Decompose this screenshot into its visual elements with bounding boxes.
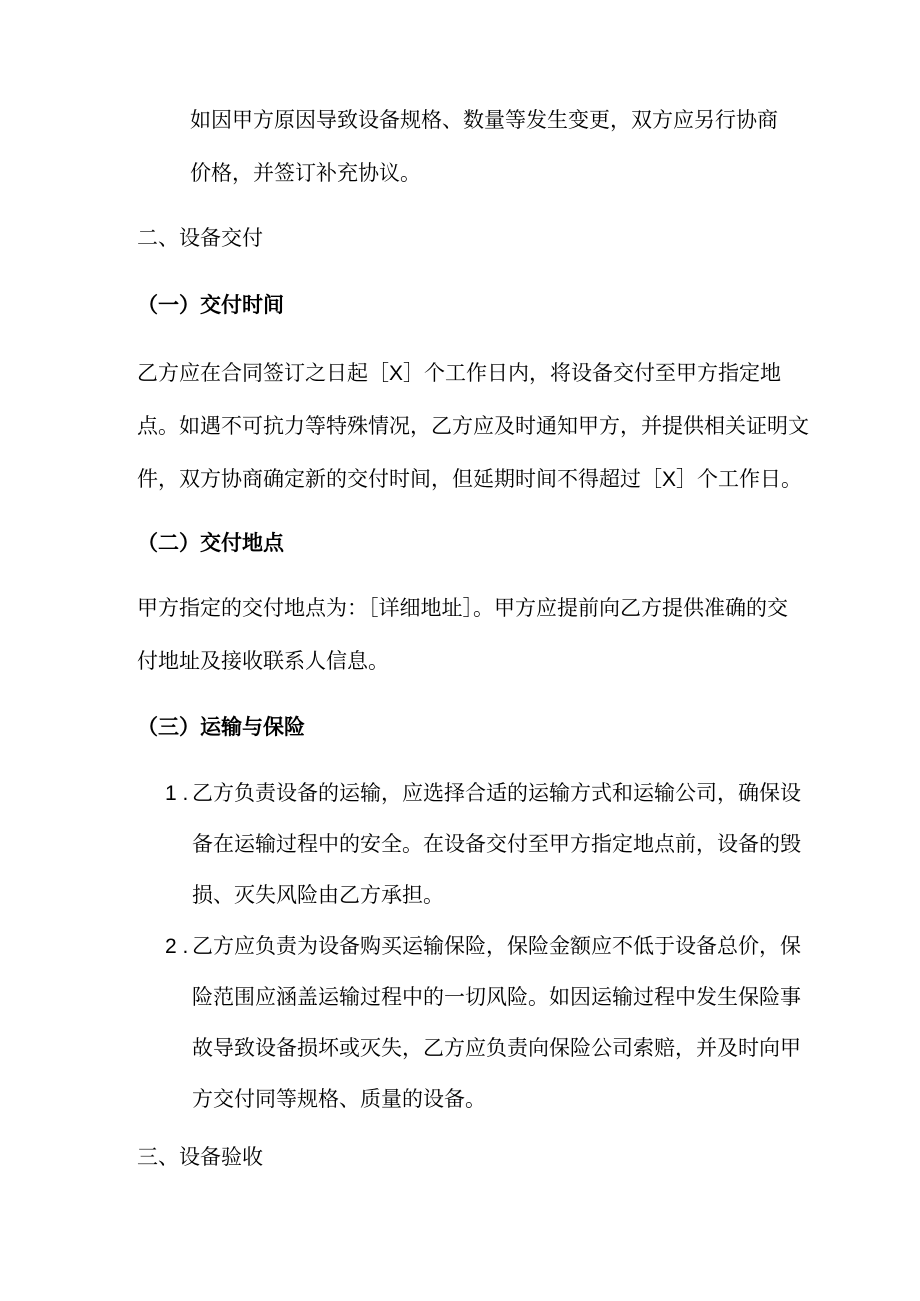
paragraph	[190, 94, 800, 200]
numbered-list-item	[137, 921, 800, 1125]
text-line: 险范围应涵盖运输过程中的一切风险。如因运输过程中发生保险事	[192, 986, 801, 1009]
text-line: 备在运输过程中的安全。在设备交付至甲方指定地点前，设备的毁	[192, 833, 801, 856]
section-heading: 二、设备交付	[137, 227, 263, 250]
text-line: 点。如遇不可抗力等特殊情况，乙方应及时通知甲方，并提供相关证明文	[137, 415, 809, 438]
text-line: 乙方应在合同签订之日起［X］个工作日内，将设备交付至甲方指定地	[137, 362, 782, 385]
list-item-number: 2 .	[165, 935, 189, 958]
list-item-number: 1 .	[165, 782, 189, 805]
paragraph	[137, 347, 809, 506]
subsection-heading: （一）交付时间	[137, 294, 284, 317]
subsection-heading: （二）交付地点	[137, 532, 284, 555]
list-item-text	[192, 768, 801, 921]
text-line: 方交付同等规格、质量的设备。	[192, 1088, 486, 1111]
text-line: 乙方应负责为设备购买运输保险，保险金额应不低于设备总价，保	[192, 935, 801, 958]
paragraph	[137, 582, 800, 688]
text-line: 付地址及接收联系人信息。	[137, 650, 389, 673]
text-line: 甲方指定的交付地点为：［详细地址］。甲方应提前向乙方提供准确的交	[137, 597, 788, 620]
section-heading: 三、设备验收	[137, 1146, 263, 1169]
text-line: 故导致设备损坏或灭失，乙方应负责向保险公司索赔，并及时向甲	[192, 1037, 801, 1060]
text-line: 件，双方协商确定新的交付时间，但延期时间不得超过［X］个工作日。	[137, 468, 803, 491]
list-item-text	[192, 921, 801, 1125]
subsection-heading: （三）运输与保险	[137, 716, 305, 739]
numbered-list-item	[137, 768, 800, 921]
text-line: 损、灭失风险由乙方承担。	[192, 884, 444, 907]
text-line: 价格，并签订补充协议。	[190, 162, 421, 185]
text-line: 如因甲方原因导致设备规格、数量等发生变更，双方应另行协商	[190, 109, 778, 132]
text-line: 乙方负责设备的运输，应选择合适的运输方式和运输公司，确保设	[192, 782, 801, 805]
